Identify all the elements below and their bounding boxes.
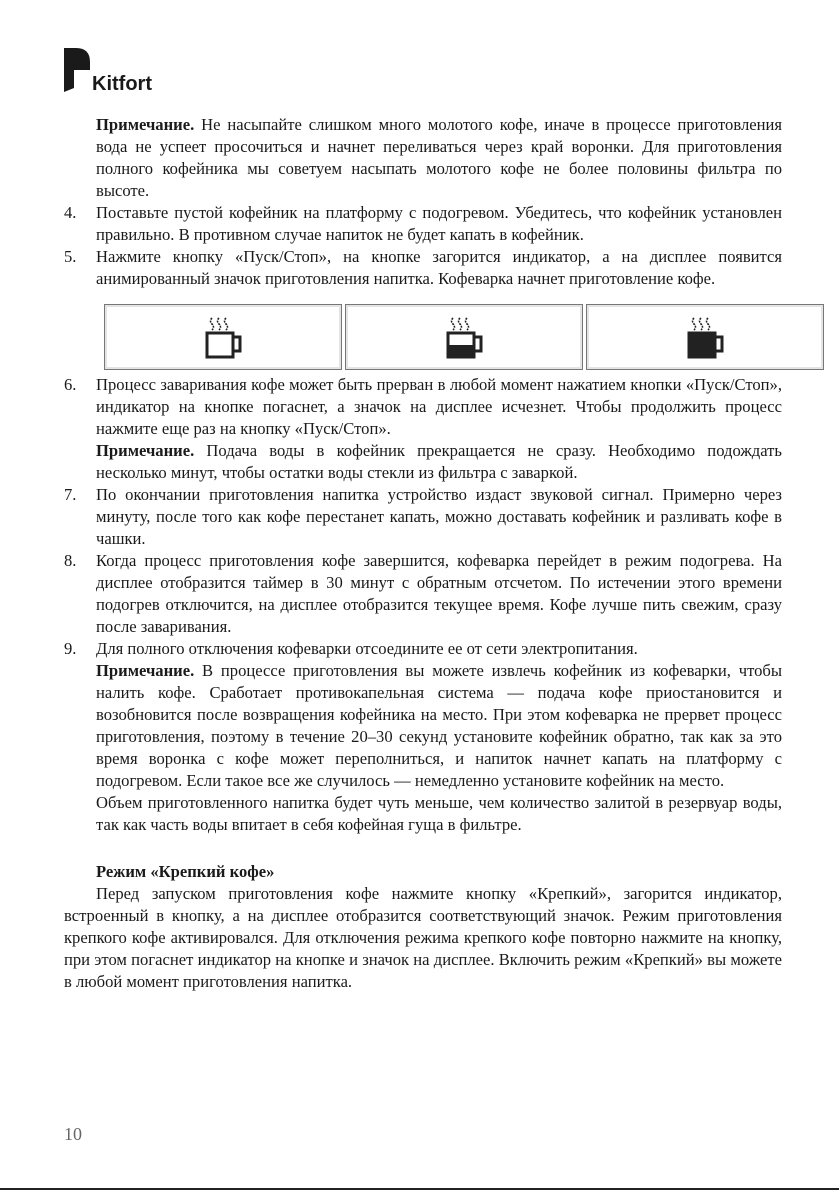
note-paragraph bbox=[64, 114, 782, 202]
note-label: Примечание. bbox=[96, 661, 195, 680]
section-heading: Режим «Крепкий кофе» bbox=[96, 862, 275, 881]
brand-name: Kitfort bbox=[92, 73, 152, 95]
section-paragraph: Перед запуском приготовления кофе нажмите кнопку «Крепкий», загорится индикатор, встроенный в кнопку, а на дисплее отобразится соответствующий значок. Режим приготовления крепкого кофе активировался. Для отключения режима крепкого кофе повторно нажмите на кнопку, при этом погаснет индикатор на кнопке и значок на дисплее. Включить режим «Крепкий» вы можете в любой момент приготовления напитка. bbox=[64, 884, 782, 991]
coffee-cup-full-icon bbox=[685, 315, 725, 359]
step-number: 8. bbox=[64, 551, 77, 570]
page-content bbox=[64, 114, 782, 993]
display-panel-empty bbox=[104, 304, 342, 370]
step-text: Когда процесс приготовления кофе завершится, кофеварка перейдет в режим подогрева. На дисплее отобразится таймер в 30 минут с обратным отсчетом. По истечении этого времени подогрев отключится, на дисплее отобразится текущее время. Кофе лучше пить свежим, сразу после заваривания. bbox=[96, 551, 782, 636]
page-bottom-rule bbox=[0, 1188, 839, 1190]
step-number: 9. bbox=[64, 639, 77, 658]
brand-logo bbox=[64, 48, 152, 95]
step-4 bbox=[64, 202, 782, 246]
note-label: Примечание. bbox=[96, 441, 195, 460]
note-text: Подача воды в кофейник прекращается не сразу. Необходимо подождать несколько минут, чтобы остатки воды стекли из фильтра с заваркой. bbox=[96, 441, 782, 482]
display-panel-half bbox=[345, 304, 583, 370]
coffee-cup-empty-icon bbox=[203, 315, 243, 359]
step-number: 4. bbox=[64, 203, 77, 222]
note-label: Примечание. bbox=[96, 115, 195, 134]
step-text: По окончании приготовления напитка устройство издаст звуковой сигнал. Примерно через минуту, после того как кофе перестанет капать, можно доставать кофейник и разливать кофе в чашки. bbox=[96, 485, 782, 548]
step-text: Нажмите кнопку «Пуск/Стоп», на кнопке загорится индикатор, а на дисплее появится анимированный значок приготовления напитка. Кофеварка начнет приготовление кофе. bbox=[96, 247, 782, 288]
step-7 bbox=[64, 484, 782, 550]
note-paragraph bbox=[96, 440, 782, 484]
coffee-cup-half-icon bbox=[444, 315, 484, 359]
step-9 bbox=[64, 638, 782, 836]
display-panel-full bbox=[586, 304, 824, 370]
step-5 bbox=[64, 246, 782, 290]
step-6 bbox=[64, 374, 782, 484]
volume-paragraph: Объем приготовленного напитка будет чуть меньше, чем количество залитой в резервуар воды, так как часть воды впитает в себя кофейная гуща в фильтре. bbox=[96, 793, 782, 834]
page-number: 10 bbox=[64, 1124, 82, 1144]
note-text: В процессе приготовления вы можете извлечь кофейник из кофеварки, чтобы налить кофе. Сработает противокапельная система — подача кофе приостановится и возобновится после возвращения кофейника на место. При этом кофеварка не прервет процесс приготовления, поэтому в течение 20–30 секунд установите кофейник обратно, так как за это время воронка с кофе может переполниться, и напиток начнет капать на платформу с подогревом. Если такое все же случилось — немедленно установите кофейник на место. bbox=[96, 661, 782, 790]
kitfort-logo-icon bbox=[64, 48, 90, 92]
step-number: 7. bbox=[64, 485, 77, 504]
note-text: Не насыпайте слишком много молотого кофе, иначе в процессе приготовления вода не успеет просочиться и начнет переливаться через край воронки. Для приготовления полного кофейника мы советуем насыпать молотого кофе не более половины фильтра по высоте. bbox=[96, 115, 782, 200]
step-number: 6. bbox=[64, 375, 77, 394]
note-paragraph bbox=[96, 660, 782, 792]
step-text: Процесс заваривания кофе может быть прерван в любой момент нажатием кнопки «Пуск/Стоп», индикатор на кнопке погаснет, а значок на дисплее исчезнет. Чтобы продолжить процесс нажмите еще раз на кнопку «Пуск/Стоп». bbox=[96, 375, 782, 438]
step-number: 5. bbox=[64, 247, 77, 266]
step-text: Для полного отключения кофеварки отсоедините ее от сети электропитания. bbox=[96, 639, 638, 658]
display-illustration bbox=[104, 304, 824, 370]
step-text: Поставьте пустой кофейник на платформу с подогревом. Убедитесь, что кофейник установлен правильно. В противном случае напиток не будет капать в кофейник. bbox=[96, 203, 782, 244]
step-8 bbox=[64, 550, 782, 638]
